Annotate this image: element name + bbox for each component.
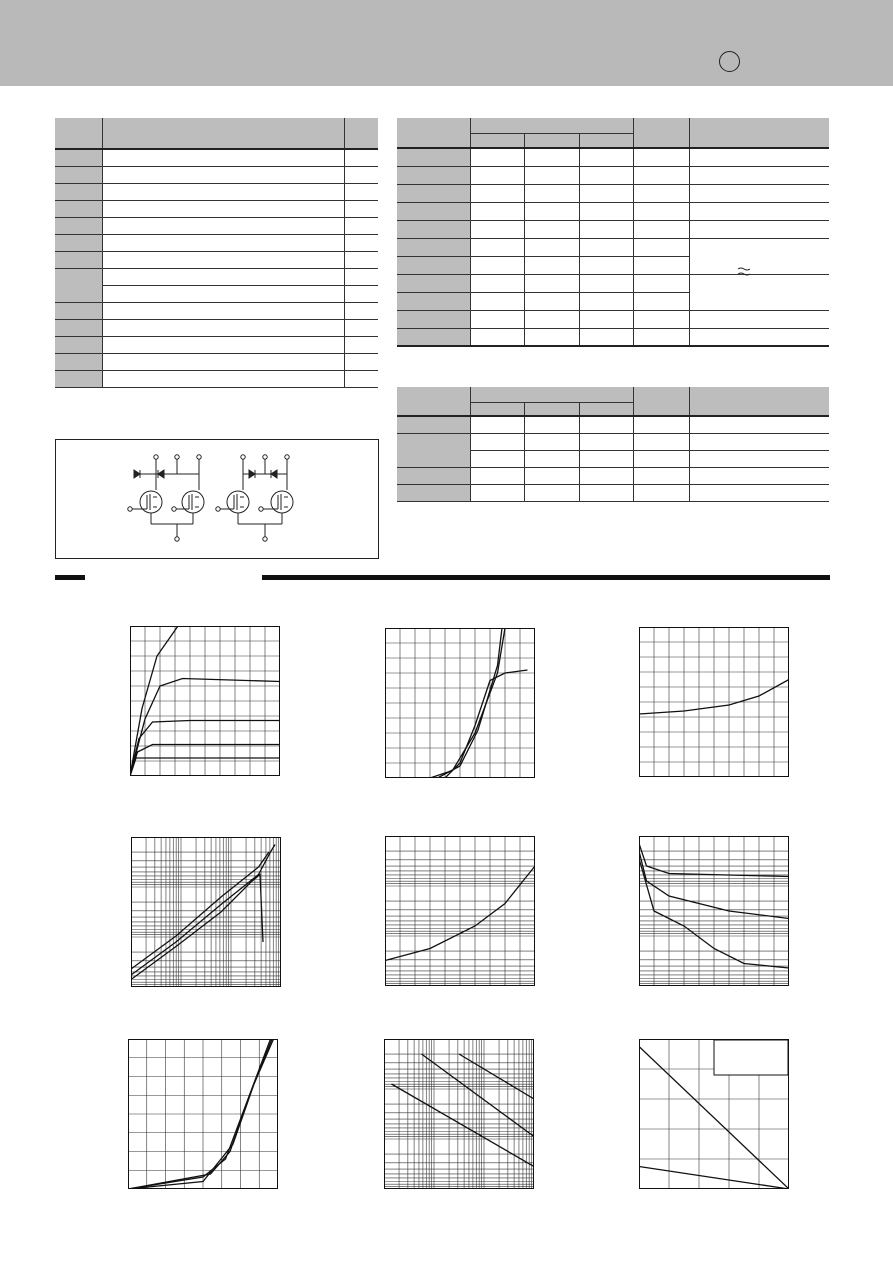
absolute-max-ratings-table bbox=[55, 118, 378, 388]
curve-line bbox=[131, 875, 263, 980]
table-row bbox=[55, 166, 378, 183]
legend-box bbox=[714, 1040, 788, 1075]
graph-2 bbox=[385, 628, 535, 778]
table-row bbox=[397, 184, 829, 202]
graph-8 bbox=[384, 1039, 534, 1189]
characteristic-curve-icon bbox=[385, 628, 535, 778]
curve-line bbox=[131, 852, 269, 969]
table-row bbox=[55, 302, 378, 319]
table-row bbox=[55, 336, 378, 353]
circuit-diagram-box bbox=[55, 439, 379, 559]
table-row bbox=[397, 433, 829, 450]
characteristic-curve-icon bbox=[128, 1039, 278, 1189]
thermal-characteristics-table bbox=[397, 387, 829, 502]
graph-5 bbox=[385, 836, 535, 986]
graph-9 bbox=[639, 1039, 789, 1189]
table-row bbox=[55, 251, 378, 268]
table-row bbox=[397, 148, 829, 166]
graph-7 bbox=[128, 1039, 278, 1189]
electrical-characteristics-table bbox=[397, 118, 829, 347]
characteristic-curve-icon bbox=[639, 836, 789, 986]
header-band bbox=[0, 0, 893, 86]
section-divider-right bbox=[262, 575, 830, 580]
section-divider-left bbox=[55, 575, 85, 580]
table-row bbox=[55, 268, 378, 285]
table-row bbox=[55, 200, 378, 217]
circle-mark-icon bbox=[719, 51, 740, 72]
table-row bbox=[397, 166, 829, 184]
characteristic-curve-icon bbox=[384, 1039, 534, 1189]
table-row bbox=[397, 202, 829, 220]
plot-frame bbox=[385, 1040, 534, 1189]
graph-3 bbox=[639, 627, 789, 777]
table-row bbox=[397, 274, 829, 292]
characteristic-curve-icon bbox=[130, 626, 280, 776]
table-row bbox=[55, 285, 378, 302]
characteristic-curve-icon bbox=[385, 836, 535, 986]
table-row bbox=[55, 234, 378, 251]
table-row bbox=[55, 217, 378, 234]
table-header-row bbox=[397, 387, 829, 402]
table-header-row bbox=[55, 118, 378, 149]
table-row bbox=[397, 484, 829, 501]
table-row bbox=[55, 370, 378, 387]
table-header-row bbox=[397, 118, 829, 133]
approx-equal-icon bbox=[735, 265, 755, 277]
table-row bbox=[397, 310, 829, 328]
characteristic-curve-icon bbox=[131, 837, 281, 987]
table-row bbox=[55, 353, 378, 370]
table-row bbox=[55, 183, 378, 200]
table-row bbox=[397, 416, 829, 433]
graph-6 bbox=[639, 836, 789, 986]
curve-line bbox=[639, 1167, 789, 1190]
table-row bbox=[397, 467, 829, 484]
table-row bbox=[397, 238, 829, 256]
curve-line bbox=[131, 845, 275, 976]
characteristic-curve-icon bbox=[639, 627, 789, 777]
table-row bbox=[55, 149, 378, 166]
graph-1 bbox=[130, 626, 280, 776]
plot-frame bbox=[132, 838, 281, 987]
table-row bbox=[55, 319, 378, 336]
characteristic-curve-icon bbox=[639, 1039, 789, 1189]
graph-4 bbox=[131, 837, 281, 987]
table-row bbox=[397, 220, 829, 238]
dual-mosfet-circuit-icon bbox=[56, 440, 378, 558]
table-row bbox=[397, 328, 829, 346]
